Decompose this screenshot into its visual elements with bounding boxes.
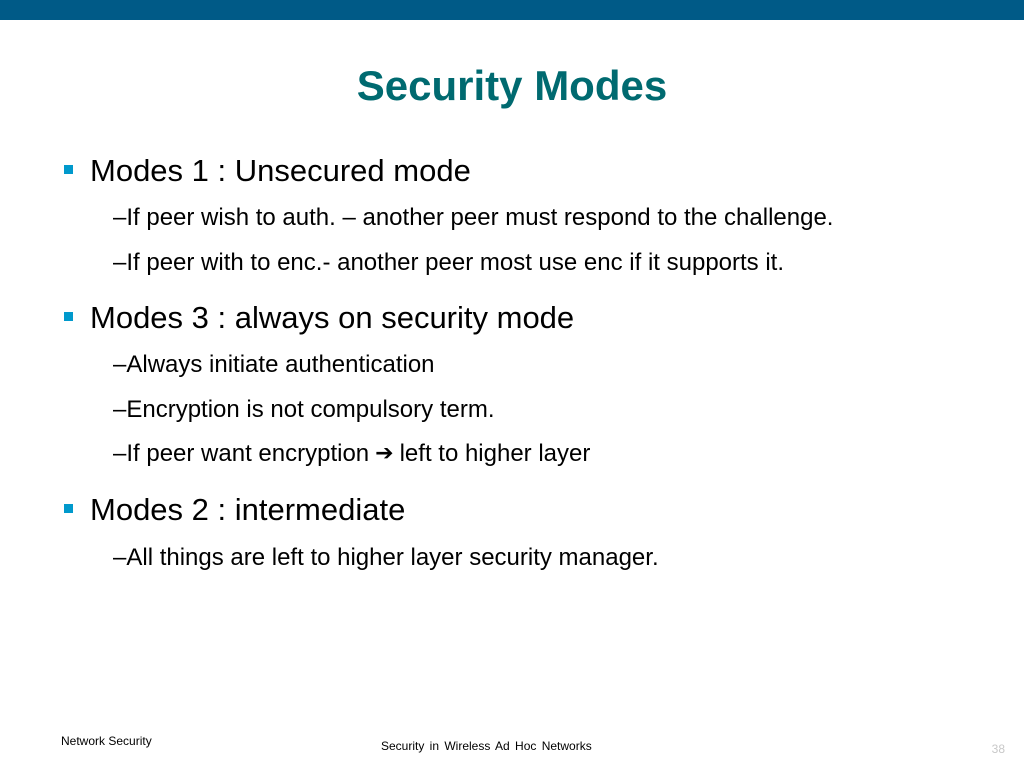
- sub-item: –If peer wish to auth. – another peer must respond to the challenge.: [113, 204, 834, 231]
- square-bullet-icon: [64, 165, 73, 174]
- right-arrow-icon: ➔: [375, 441, 394, 466]
- sub-item-text-before-arrow: –If peer want encryption: [113, 440, 370, 467]
- square-bullet-icon: [64, 504, 73, 513]
- bullet-heading: Modes 2 : intermediate: [90, 492, 406, 527]
- sub-item-text-after-arrow: left to higher layer: [399, 440, 591, 467]
- bullet-item-mode-1: [64, 151, 471, 191]
- sub-item-with-arrow: [113, 438, 590, 470]
- slide-title: Security Modes: [356, 62, 668, 109]
- bullet-heading: Modes 3 : always on security mode: [90, 300, 575, 335]
- footer-presentation-title: Security in Wireless Ad Hoc Networks: [381, 739, 592, 753]
- bullet-item-mode-2: [64, 490, 405, 530]
- sub-item: –Encryption is not compulsory term.: [113, 396, 495, 423]
- sub-item: –If peer with to enc.- another peer most use enc if it supports it.: [113, 249, 785, 276]
- bullet-item-mode-3: [64, 298, 574, 338]
- sub-item: –All things are left to higher layer security manager.: [113, 544, 659, 571]
- square-bullet-icon: [64, 312, 73, 321]
- bullet-heading: Modes 1 : Unsecured mode: [90, 153, 471, 188]
- page-number: 38: [991, 742, 1005, 756]
- sub-item: –Always initiate authentication: [113, 351, 435, 378]
- footer-course-label: Network Security: [61, 734, 152, 748]
